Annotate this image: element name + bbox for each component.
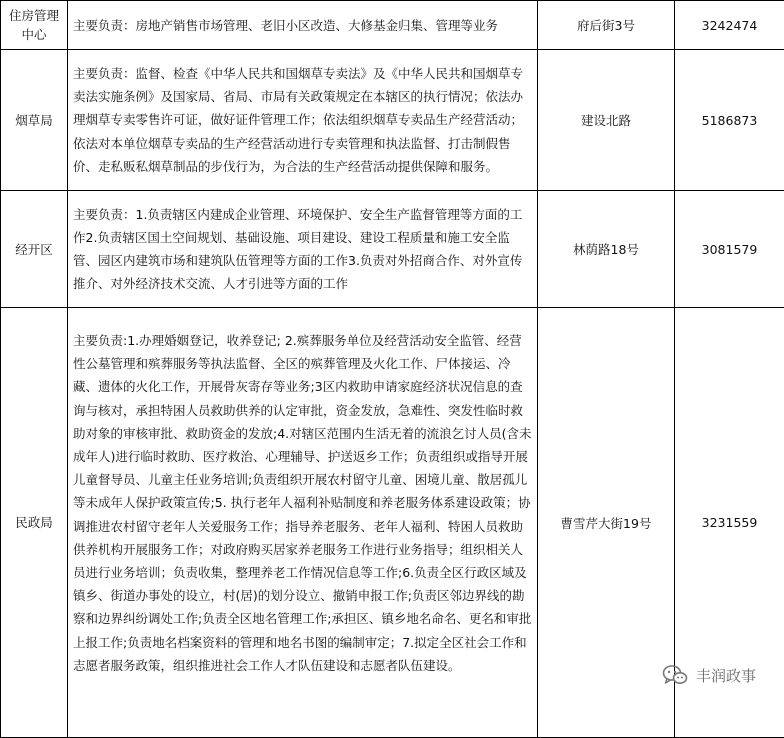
watermark <box>662 664 756 686</box>
department-name: 经开区 <box>1 191 68 308</box>
department-phone: 5186873 <box>675 50 784 191</box>
department-name: 烟草局 <box>1 50 68 191</box>
department-address: 府后街3号 <box>538 1 675 50</box>
department-duty: 主要负责:1.办理婚姻登记，收养登记; 2.殡葬服务单位及经营活动安全监管、经营性公墓管理和殡葬服务等执法监督、全区的殡葬管理及火化工作、尸体接运、冷藏、遗体的火化工作，开展骨灰寄存等业务;3区内救助申请家庭经济状况信息的查询与核对，承担特困人员救助供养的认定审批，资金发放，急难性、突发性临时救助对象的审核审批、救助资金的发放;4.对辖区范围内生活无着的流浪乞讨人员(含未成年人)进行临时救助、医疗救治、心理辅导、护送返乡工作；负责组织或指导开展儿童督导员、儿童主任业务培训;负责组织开展农村留守儿童、困境儿童、散居孤儿等未成年人保护政策宣传;5. 执行老年人福利补贴制度和养老服务体系建设政策；协调推进农村留守老年人关爱服务工作；指导养老服务、老年人福利、特困人员救助供养机构开展服务工作；对政府购买居家养老服务工作进行业务指导；组织相关人员进行业务培训；负责收集，整理养老工作情况信息等工作;6.负责全区行政区域及镇乡、街道办事处的设立，村(居)的划分设立、撤销申报工作;负责区邻边界线的勘察和边界纠纷调处工作;负责全区地名管理工作;承担区、镇乡地名命名、更名和审批上报工作;负责地名档案资料的管理和地名书图的编制审定；7.拟定全区社会工作和志愿者服务政策，组织推进社会工作人才队伍建设和志愿者队伍建设。 <box>68 308 538 738</box>
department-address: 建设北路 <box>538 50 675 191</box>
department-phone: 3081579 <box>675 191 784 308</box>
department-phone: 3231559 <box>675 308 784 738</box>
department-address: 曹雪芹大街19号 <box>538 308 675 738</box>
department-name: 民政局 <box>1 308 68 738</box>
table-row <box>1 50 784 191</box>
department-name: 住房管理中心 <box>1 1 68 50</box>
department-phone: 3242474 <box>675 1 784 50</box>
table-row <box>1 191 784 308</box>
wechat-icon <box>662 664 688 686</box>
department-duty: 主要负责：房地产销售市场管理、老旧小区改造、大修基金归集、管理等业务 <box>68 1 538 50</box>
department-duty: 主要负责：监督、检查《中华人民共和国烟草专卖法》及《中华人民共和国烟草专卖法实施条例》及国家局、省局、市局有关政策规定在本辖区的执行情况；依法办理烟草专卖零售许可证，做好证件管理工作；依法组织烟草专卖品生产经营活动；依法对本单位烟草专卖品的生产经营活动进行专卖管理和执法监督、打击制假售价、走私贩私烟草制品的步伐行为，为合法的生产经营活动提供保障和服务。 <box>68 50 538 191</box>
department-duty: 主要负责：1.负责辖区内建成企业管理、环境保护、安全生产监督管理等方面的工作2.负责辖区国土空间规划、基础设施、项目建设、建设工程质量和施工安全监管、园区内建筑市场和建筑队伍管理等方面的工作3.负责对外招商合作、对外宣传推介、对外经济技术交流、人才引进等方面的工作 <box>68 191 538 308</box>
table-row <box>1 1 784 50</box>
department-address: 林荫路18号 <box>538 191 675 308</box>
watermark-text: 丰润政事 <box>696 665 756 686</box>
